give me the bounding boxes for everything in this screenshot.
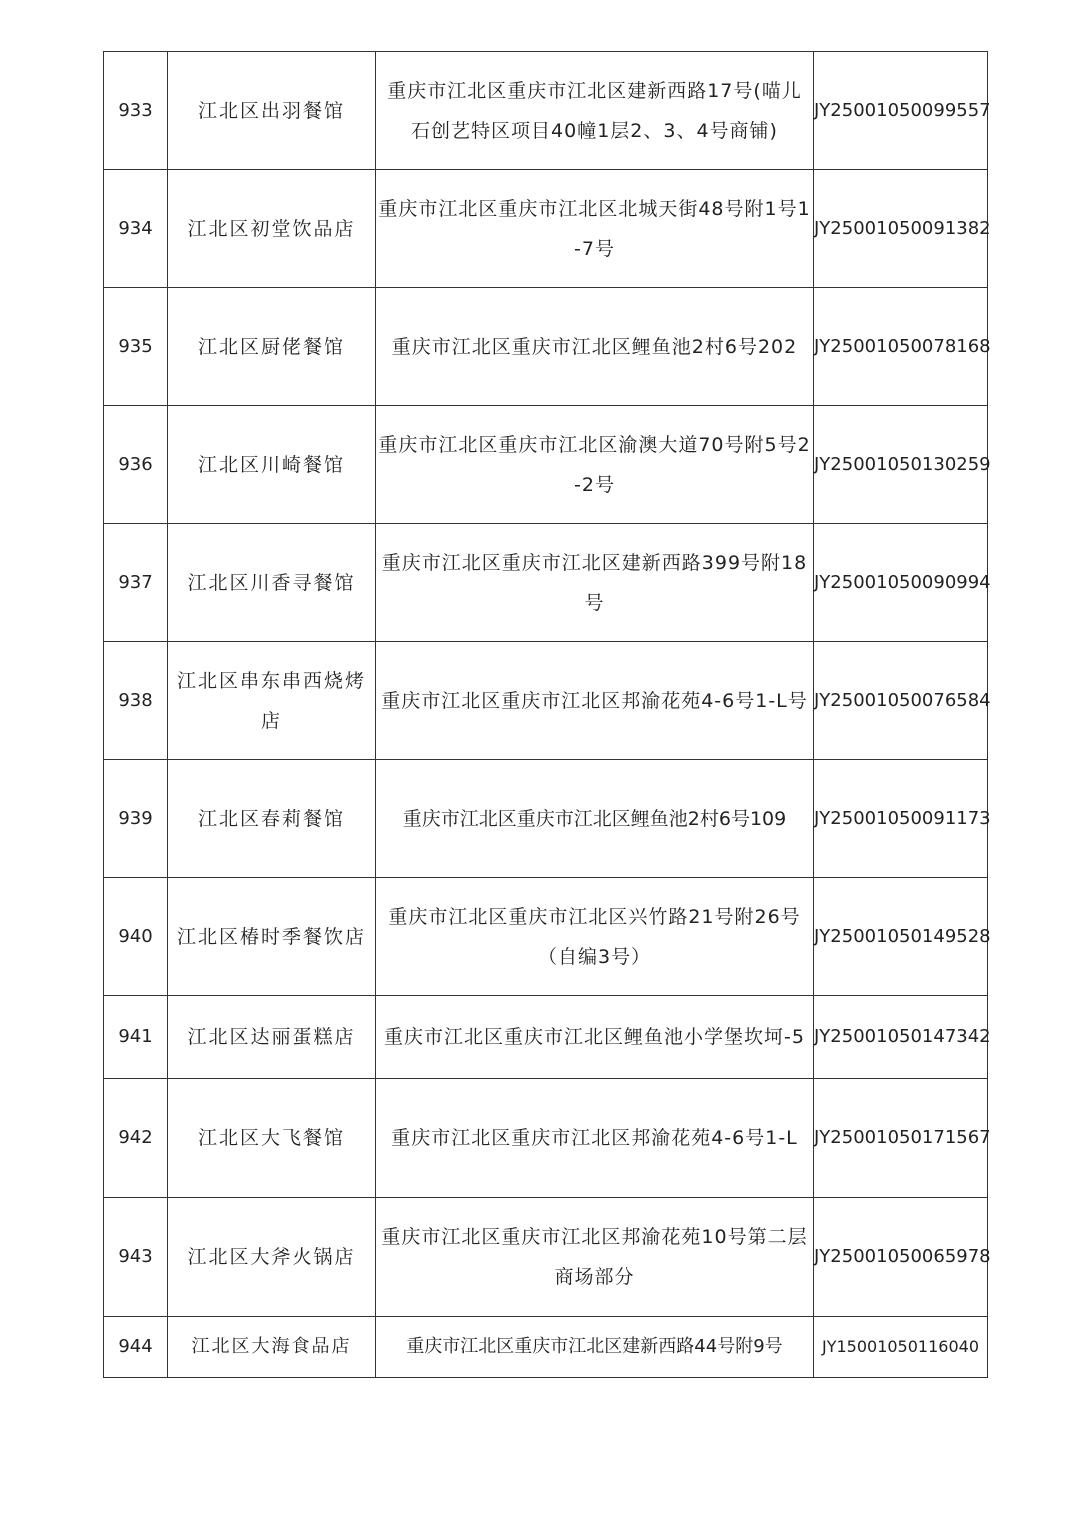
- row-number: 944: [104, 1317, 168, 1378]
- business-address: 重庆市江北区重庆市江北区兴竹路21号附26号（自编3号）: [376, 878, 814, 996]
- business-name: 江北区达丽蛋糕店: [168, 996, 376, 1079]
- business-name: 江北区春莉餐馆: [168, 760, 376, 878]
- license-number: JY25001050078168: [814, 288, 988, 406]
- license-number: JY25001050149528: [814, 878, 988, 996]
- business-address: 重庆市江北区重庆市江北区邦渝花苑10号第二层商场部分: [376, 1198, 814, 1317]
- business-name: 江北区川香寻餐馆: [168, 524, 376, 642]
- row-number: 934: [104, 170, 168, 288]
- row-number: 937: [104, 524, 168, 642]
- business-address: 重庆市江北区重庆市江北区鲤鱼池2村6号109: [376, 760, 814, 878]
- license-number: JY25001050171567: [814, 1079, 988, 1198]
- table-row: [104, 406, 988, 524]
- business-address: 重庆市江北区重庆市江北区渝澳大道70号附5号2-2号: [376, 406, 814, 524]
- license-number: JY25001050076584: [814, 642, 988, 760]
- row-number: 940: [104, 878, 168, 996]
- business-name: 江北区初堂饮品店: [168, 170, 376, 288]
- business-name: 江北区大海食品店: [168, 1317, 376, 1378]
- table-row: [104, 52, 988, 170]
- license-number: JY25001050147342: [814, 996, 988, 1079]
- business-name: 江北区大斧火锅店: [168, 1198, 376, 1317]
- table-row: [104, 288, 988, 406]
- business-name: 江北区串东串西烧烤店: [168, 642, 376, 760]
- table-row: [104, 1079, 988, 1198]
- business-name: 江北区椿时季餐饮店: [168, 878, 376, 996]
- table-row: [104, 878, 988, 996]
- license-number: JY25001050091382: [814, 170, 988, 288]
- row-number: 942: [104, 1079, 168, 1198]
- license-table: [103, 51, 991, 1378]
- business-address: 重庆市江北区重庆市江北区建新西路399号附18号: [376, 524, 814, 642]
- row-number: 941: [104, 996, 168, 1079]
- business-address: 重庆市江北区重庆市江北区邦渝花苑4-6号1-L: [376, 1079, 814, 1198]
- row-number: 933: [104, 52, 168, 170]
- business-name: 江北区厨佬餐馆: [168, 288, 376, 406]
- license-number: JY25001050099557: [814, 52, 988, 170]
- table-row: [104, 1198, 988, 1317]
- business-address: 重庆市江北区重庆市江北区鲤鱼池2村6号202: [376, 288, 814, 406]
- table-row: [104, 524, 988, 642]
- business-name: 江北区出羽餐馆: [168, 52, 376, 170]
- license-number: JY25001050090994: [814, 524, 988, 642]
- license-number: JY15001050116040: [814, 1317, 988, 1378]
- business-name: 江北区川崎餐馆: [168, 406, 376, 524]
- business-address: 重庆市江北区重庆市江北区鲤鱼池小学堡坎坷-5: [376, 996, 814, 1079]
- table-row: [104, 642, 988, 760]
- table-row: [104, 760, 988, 878]
- table-row: [104, 170, 988, 288]
- table-row: [104, 996, 988, 1079]
- business-address: 重庆市江北区重庆市江北区北城天街48号附1号1-7号: [376, 170, 814, 288]
- business-address: 重庆市江北区重庆市江北区建新西路17号(喵儿石创艺特区项目40幢1层2、3、4号商铺): [376, 52, 814, 170]
- license-number: JY25001050091173: [814, 760, 988, 878]
- row-number: 939: [104, 760, 168, 878]
- row-number: 938: [104, 642, 168, 760]
- row-number: 943: [104, 1198, 168, 1317]
- business-name: 江北区大飞餐馆: [168, 1079, 376, 1198]
- business-address: 重庆市江北区重庆市江北区邦渝花苑4-6号1-L号: [376, 642, 814, 760]
- table-row: [104, 1317, 988, 1378]
- row-number: 935: [104, 288, 168, 406]
- license-number: JY25001050065978: [814, 1198, 988, 1317]
- row-number: 936: [104, 406, 168, 524]
- business-address: 重庆市江北区重庆市江北区建新西路44号附9号: [376, 1317, 814, 1378]
- license-number: JY25001050130259: [814, 406, 988, 524]
